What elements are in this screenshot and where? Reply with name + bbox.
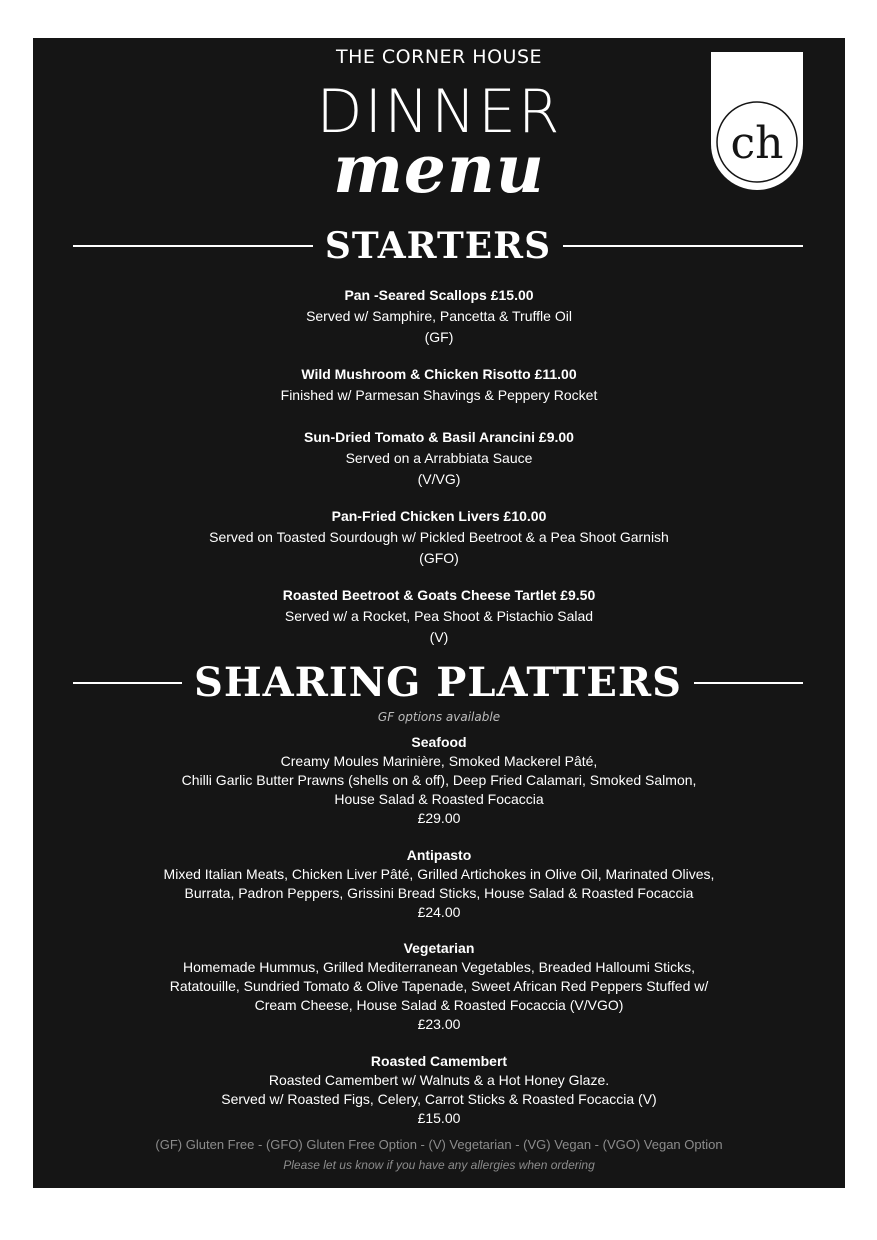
starter-item (33, 285, 845, 348)
starter-title: Roasted Beetroot & Goats Cheese Tartlet £9.50 (282, 587, 596, 603)
starter-description: Served w/ a Rocket, Pea Shoot & Pistachio Salad (284, 608, 594, 624)
menu-page (33, 38, 845, 1188)
platter-line: Served w/ Roasted Figs, Celery, Carrot Sticks & Roasted Focaccia (V) (221, 1091, 657, 1107)
platter-item (33, 733, 845, 828)
starter-item (33, 506, 845, 569)
starter-dietary: (V) (429, 629, 449, 645)
platter-line: House Salad & Roasted Focaccia (334, 791, 544, 807)
platter-line: Cream Cheese, House Salad & Roasted Focaccia (V/VGO) (254, 997, 624, 1013)
platter-price: £23.00 (417, 1016, 461, 1032)
menu-script-title: menu (333, 130, 545, 208)
corner-house-logo (711, 52, 803, 190)
platters-subtitle: GF options available (377, 710, 501, 724)
starter-description: Served w/ Samphire, Pancetta & Truffle Oil (306, 308, 572, 324)
platter-line: Roasted Camembert w/ Walnuts & a Hot Honey Glaze. (268, 1072, 610, 1088)
platter-price: £15.00 (417, 1110, 461, 1126)
starter-title: Sun-Dried Tomato & Basil Arancini £9.00 (304, 429, 574, 445)
starter-title: Pan -Seared Scallops £15.00 (344, 287, 534, 303)
platter-title: Vegetarian (403, 940, 475, 956)
platter-line: Mixed Italian Meats, Chicken Liver Pâté, Grilled Artichokes in Olive Oil, Marinated Olives, (163, 866, 715, 882)
venue-name: THE CORNER HOUSE (335, 46, 543, 68)
platter-item (33, 939, 845, 1034)
starter-title: Pan-Fried Chicken Livers £10.00 (331, 508, 547, 524)
platters-heading-label: SHARING PLATTERS (193, 659, 683, 706)
logo-lettering: ch (730, 118, 784, 169)
platter-item (33, 846, 845, 922)
platter-title: Antipasto (406, 847, 472, 863)
platter-title: Roasted Camembert (370, 1053, 508, 1069)
starter-item (33, 585, 845, 648)
platter-price: £29.00 (417, 810, 461, 826)
starter-dietary: (V/VG) (417, 471, 461, 487)
starter-title: Wild Mushroom & Chicken Risotto £11.00 (301, 366, 577, 382)
allergy-notice: Please let us know if you have any allergies when ordering (283, 1158, 595, 1172)
dietary-legend: (GF) Gluten Free - (GFO) Gluten Free Option - (V) Vegetarian - (VG) Vegan - (VGO) Vegan Option (155, 1137, 723, 1152)
starter-description: Served on Toasted Sourdough w/ Pickled Beetroot & a Pea Shoot Garnish (209, 529, 669, 545)
starter-item (33, 427, 845, 490)
platter-price: £24.00 (417, 904, 461, 920)
platter-line: Homemade Hummus, Grilled Mediterranean Vegetables, Breaded Halloumi Sticks, (182, 959, 695, 975)
starter-item (33, 364, 845, 406)
divider-right (563, 245, 803, 247)
platter-line: Chilli Garlic Butter Prawns (shells on & off), Deep Fried Calamari, Smoked Salmon, (181, 772, 697, 788)
starters-heading-label: STARTERS (324, 225, 552, 267)
starter-description: Finished w/ Parmesan Shavings & Peppery Rocket (280, 387, 598, 403)
menu-title: DINNER (316, 77, 562, 147)
starters-heading (73, 225, 803, 267)
platter-line: Burrata, Padron Peppers, Grissini Bread Sticks, House Salad & Roasted Focaccia (184, 885, 694, 901)
platters-heading (73, 659, 803, 706)
platter-line: Creamy Moules Marinière, Smoked Mackerel Pâté, (280, 753, 598, 769)
divider-left (73, 245, 313, 247)
platter-title: Seafood (411, 734, 467, 750)
starter-dietary: (GFO) (419, 550, 459, 566)
divider-left (73, 682, 182, 684)
starter-dietary: (GF) (424, 329, 454, 345)
platter-line: Ratatouille, Sundried Tomato & Olive Tapenade, Sweet African Red Peppers Stuffed w/ (169, 978, 709, 994)
starter-description: Served on a Arrabbiata Sauce (345, 450, 533, 466)
divider-right (694, 682, 803, 684)
platter-item (33, 1052, 845, 1128)
